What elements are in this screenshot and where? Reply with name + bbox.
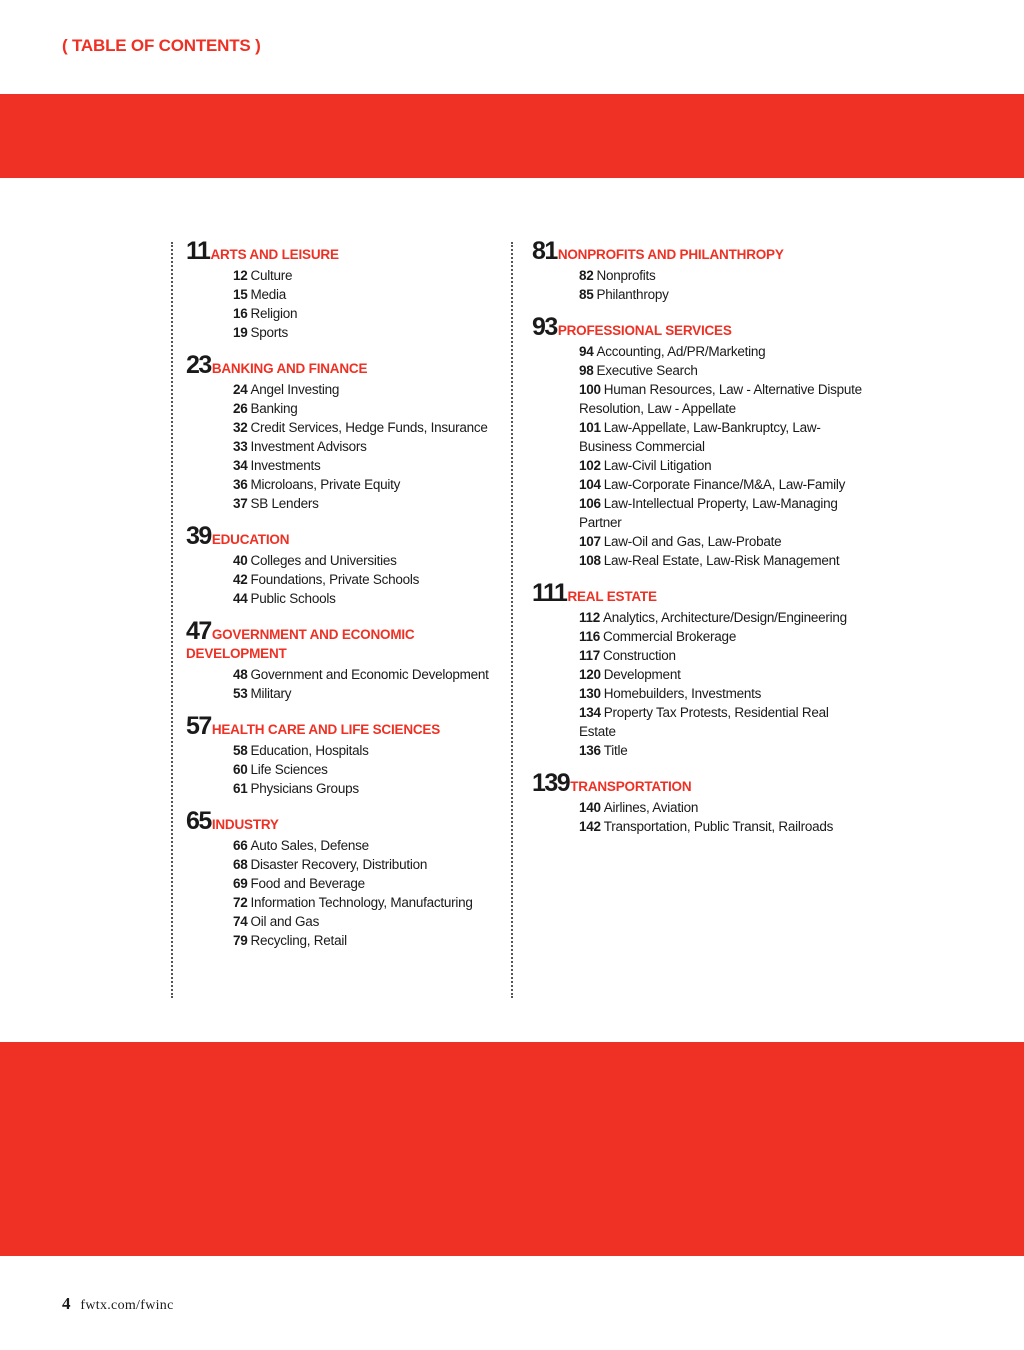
toc-left-column: [186, 237, 506, 964]
toc-entry: [233, 684, 506, 703]
toc-entry: [233, 665, 506, 684]
entry-text: Foundations, Private Schools: [250, 572, 420, 587]
entry-text: Food and Beverage: [250, 876, 365, 891]
entry-page-number: 19: [233, 325, 248, 340]
section-title: EDUCATION: [211, 532, 290, 547]
toc-entry: [579, 703, 862, 741]
toc-entry: [579, 361, 862, 380]
entry-page-number: 24: [233, 382, 248, 397]
entry-text: Education, Hospitals: [250, 743, 369, 758]
footer-url: fwtx.com/fwinc: [80, 1298, 174, 1313]
toc-entry: [233, 399, 506, 418]
entry-page-number: 72: [233, 895, 248, 910]
entry-page-number: 100: [579, 382, 601, 397]
entry-page-number: 85: [579, 287, 594, 302]
entry-text: Airlines, Aviation: [603, 800, 699, 815]
toc-entry: [233, 836, 506, 855]
open-paren: (: [62, 36, 68, 55]
toc-entry: [233, 323, 506, 342]
entry-text: Construction: [603, 648, 676, 663]
entry-page-number: 116: [579, 629, 601, 644]
toc-section: [186, 351, 506, 513]
toc-entry: [579, 342, 862, 361]
toc-entry: [233, 779, 506, 798]
entry-text: Military: [250, 686, 292, 701]
header-title: TABLE OF CONTENTS: [72, 36, 251, 55]
entry-text: Law-Oil and Gas, Law-Probate: [603, 534, 782, 549]
toc-section: [186, 237, 506, 342]
toc-section: [532, 237, 862, 304]
toc-entry: [233, 893, 506, 912]
toc-entry: [579, 684, 862, 703]
section-heading: [186, 807, 506, 835]
entry-text: Angel Investing: [250, 382, 340, 397]
entry-text: Disaster Recovery, Distribution: [250, 857, 428, 872]
entry-text: Religion: [250, 306, 298, 321]
toc-entry: [233, 266, 506, 285]
section-heading: [186, 712, 506, 740]
section-items: [186, 266, 506, 342]
toc-entry: [233, 418, 506, 437]
entry-text: Investments: [250, 458, 321, 473]
entry-page-number: 69: [233, 876, 248, 891]
toc-entry: [233, 494, 506, 513]
section-heading: [186, 237, 506, 265]
entry-page-number: 79: [233, 933, 248, 948]
entry-text: Accounting, Ad/PR/Marketing: [596, 344, 766, 359]
section-heading: [186, 351, 506, 379]
entry-page-number: 34: [233, 458, 248, 473]
entry-page-number: 130: [579, 686, 601, 701]
top-red-band: [0, 94, 1024, 178]
toc-entry: [233, 589, 506, 608]
entry-text: Law-Civil Litigation: [603, 458, 712, 473]
entry-text: Microloans, Private Equity: [250, 477, 401, 492]
entry-page-number: 104: [579, 477, 601, 492]
entry-text: Recycling, Retail: [250, 933, 347, 948]
section-title: TRANSPORTATION: [570, 779, 692, 794]
entry-text: Public Schools: [250, 591, 336, 606]
section-heading: [186, 522, 506, 550]
entry-page-number: 120: [579, 667, 601, 682]
section-page-number: 81: [532, 237, 557, 265]
entry-text: Banking: [250, 401, 298, 416]
entry-text: Title: [603, 743, 628, 758]
close-paren: ): [255, 36, 261, 55]
entry-page-number: 61: [233, 781, 248, 796]
entry-text: Physicians Groups: [250, 781, 359, 796]
entry-text: Oil and Gas: [250, 914, 320, 929]
entry-page-number: 42: [233, 572, 248, 587]
entry-page-number: 36: [233, 477, 248, 492]
section-items: [186, 836, 506, 950]
toc-entry: [579, 494, 862, 532]
toc-entry: [579, 646, 862, 665]
toc-entry: [579, 475, 862, 494]
entry-text: Media: [250, 287, 287, 302]
toc-entry: [579, 532, 862, 551]
section-page-number: 65: [186, 807, 211, 835]
entry-page-number: 117: [579, 648, 601, 663]
toc-entry: [579, 608, 862, 627]
entry-page-number: 94: [579, 344, 594, 359]
section-items: [186, 380, 506, 513]
toc-entry: [579, 266, 862, 285]
entry-text: Credit Services, Hedge Funds, Insurance: [250, 420, 488, 435]
entry-text: Transportation, Public Transit, Railroads: [603, 819, 834, 834]
entry-page-number: 106: [579, 496, 601, 511]
entry-text: Human Resources, Law - Alternative Dispute Resolution, Law - Appellate: [579, 382, 862, 416]
toc-section: [532, 769, 862, 836]
section-heading: [532, 769, 862, 797]
section-header: [62, 36, 261, 56]
section-items: [532, 342, 862, 570]
toc-entry: [233, 456, 506, 475]
entry-page-number: 60: [233, 762, 248, 777]
section-title: NONPROFITS AND PHILANTHROPY: [557, 247, 784, 262]
toc-entry: [579, 798, 862, 817]
entry-text: Law-Intellectual Property, Law-Managing Partner: [579, 496, 838, 530]
entry-page-number: 74: [233, 914, 248, 929]
section-page-number: 93: [532, 313, 557, 341]
entry-text: Philanthropy: [596, 287, 669, 302]
toc-entry: [579, 551, 862, 570]
toc-section: [186, 522, 506, 608]
entry-page-number: 16: [233, 306, 248, 321]
toc-entry: [233, 912, 506, 931]
section-items: [532, 798, 862, 836]
entry-page-number: 48: [233, 667, 248, 682]
entry-text: Law-Real Estate, Law-Risk Management: [603, 553, 840, 568]
entry-page-number: 134: [579, 705, 601, 720]
toc-section: [186, 712, 506, 798]
entry-page-number: 66: [233, 838, 248, 853]
toc-entry: [233, 380, 506, 399]
toc-entry: [233, 570, 506, 589]
toc-entry: [579, 741, 862, 760]
toc-section: [532, 313, 862, 570]
toc-entry: [233, 874, 506, 893]
entry-page-number: 140: [579, 800, 601, 815]
entry-text: Government and Economic Development: [250, 667, 489, 682]
entry-page-number: 33: [233, 439, 248, 454]
section-title: HEALTH CARE AND LIFE SCIENCES: [211, 722, 441, 737]
section-page-number: 39: [186, 522, 211, 550]
section-title: ARTS AND LEISURE: [210, 247, 339, 262]
toc-entry: [579, 285, 862, 304]
entry-page-number: 136: [579, 743, 601, 758]
toc-entry: [579, 456, 862, 475]
section-title: PROFESSIONAL SERVICES: [557, 323, 732, 338]
middle-dotted-divider: [511, 242, 513, 998]
section-page-number: 47: [186, 617, 211, 645]
section-title: GOVERNMENT AND ECONOMIC DEVELOPMENT: [186, 627, 415, 661]
section-items: [186, 741, 506, 798]
toc-entry: [579, 665, 862, 684]
toc-entry: [233, 285, 506, 304]
entry-page-number: 102: [579, 458, 601, 473]
section-heading: [186, 617, 506, 663]
section-items: [186, 551, 506, 608]
entry-text: Colleges and Universities: [250, 553, 397, 568]
entry-text: Law-Appellate, Law-Bankruptcy, Law-Business Commercial: [579, 420, 821, 454]
section-title: REAL ESTATE: [567, 589, 657, 604]
entry-page-number: 82: [579, 268, 594, 283]
section-page-number: 11: [186, 237, 210, 265]
toc-entry: [579, 380, 862, 418]
entry-text: Information Technology, Manufacturing: [250, 895, 473, 910]
entry-page-number: 58: [233, 743, 248, 758]
toc-entry: [233, 437, 506, 456]
toc-entry: [233, 551, 506, 570]
section-items: [532, 266, 862, 304]
toc-entry: [233, 741, 506, 760]
section-page-number: 23: [186, 351, 211, 379]
entry-text: Executive Search: [596, 363, 698, 378]
entry-page-number: 44: [233, 591, 248, 606]
entry-text: Law-Corporate Finance/M&A, Law-Family: [603, 477, 846, 492]
entry-text: Investment Advisors: [250, 439, 367, 454]
entry-text: Property Tax Protests, Residential Real Estate: [579, 705, 829, 739]
entry-text: Analytics, Architecture/Design/Engineering: [603, 610, 847, 625]
entry-text: Auto Sales, Defense: [250, 838, 369, 853]
entry-page-number: 68: [233, 857, 248, 872]
entry-page-number: 53: [233, 686, 248, 701]
toc-entry: [233, 304, 506, 323]
entry-page-number: 15: [233, 287, 248, 302]
section-items: [186, 665, 506, 703]
section-page-number: 139: [532, 769, 570, 797]
entry-page-number: 40: [233, 553, 248, 568]
entry-page-number: 26: [233, 401, 248, 416]
section-page-number: 57: [186, 712, 211, 740]
left-dotted-divider: [171, 242, 173, 998]
page-number: 4: [62, 1294, 71, 1313]
entry-page-number: 12: [233, 268, 248, 283]
bottom-red-band: [0, 1042, 1024, 1256]
entry-page-number: 37: [233, 496, 248, 511]
section-page-number: 111: [532, 579, 567, 607]
toc-section: [186, 617, 506, 703]
entry-text: Culture: [250, 268, 293, 283]
entry-text: Nonprofits: [596, 268, 656, 283]
section-title: BANKING AND FINANCE: [211, 361, 368, 376]
entry-page-number: 101: [579, 420, 601, 435]
entry-page-number: 142: [579, 819, 601, 834]
toc-entry: [579, 418, 862, 456]
entry-text: Life Sciences: [250, 762, 328, 777]
entry-text: Development: [603, 667, 681, 682]
toc-right-column: [532, 237, 862, 850]
section-heading: [532, 579, 862, 607]
toc-section: [186, 807, 506, 950]
toc-entry: [233, 855, 506, 874]
toc-entry: [579, 817, 862, 836]
entry-page-number: 98: [579, 363, 594, 378]
section-heading: [532, 237, 862, 265]
entry-text: Homebuilders, Investments: [603, 686, 762, 701]
section-items: [532, 608, 862, 760]
entry-text: Sports: [250, 325, 289, 340]
section-title: INDUSTRY: [211, 817, 279, 832]
toc-entry: [233, 760, 506, 779]
toc-entry: [579, 627, 862, 646]
entry-text: Commercial Brokerage: [603, 629, 737, 644]
entry-text: SB Lenders: [250, 496, 319, 511]
toc-entry: [233, 931, 506, 950]
entry-page-number: 112: [579, 610, 601, 625]
toc-section: [532, 579, 862, 760]
entry-page-number: 108: [579, 553, 601, 568]
entry-page-number: 107: [579, 534, 601, 549]
section-heading: [532, 313, 862, 341]
toc-entry: [233, 475, 506, 494]
entry-page-number: 32: [233, 420, 248, 435]
page-footer: [62, 1294, 174, 1314]
